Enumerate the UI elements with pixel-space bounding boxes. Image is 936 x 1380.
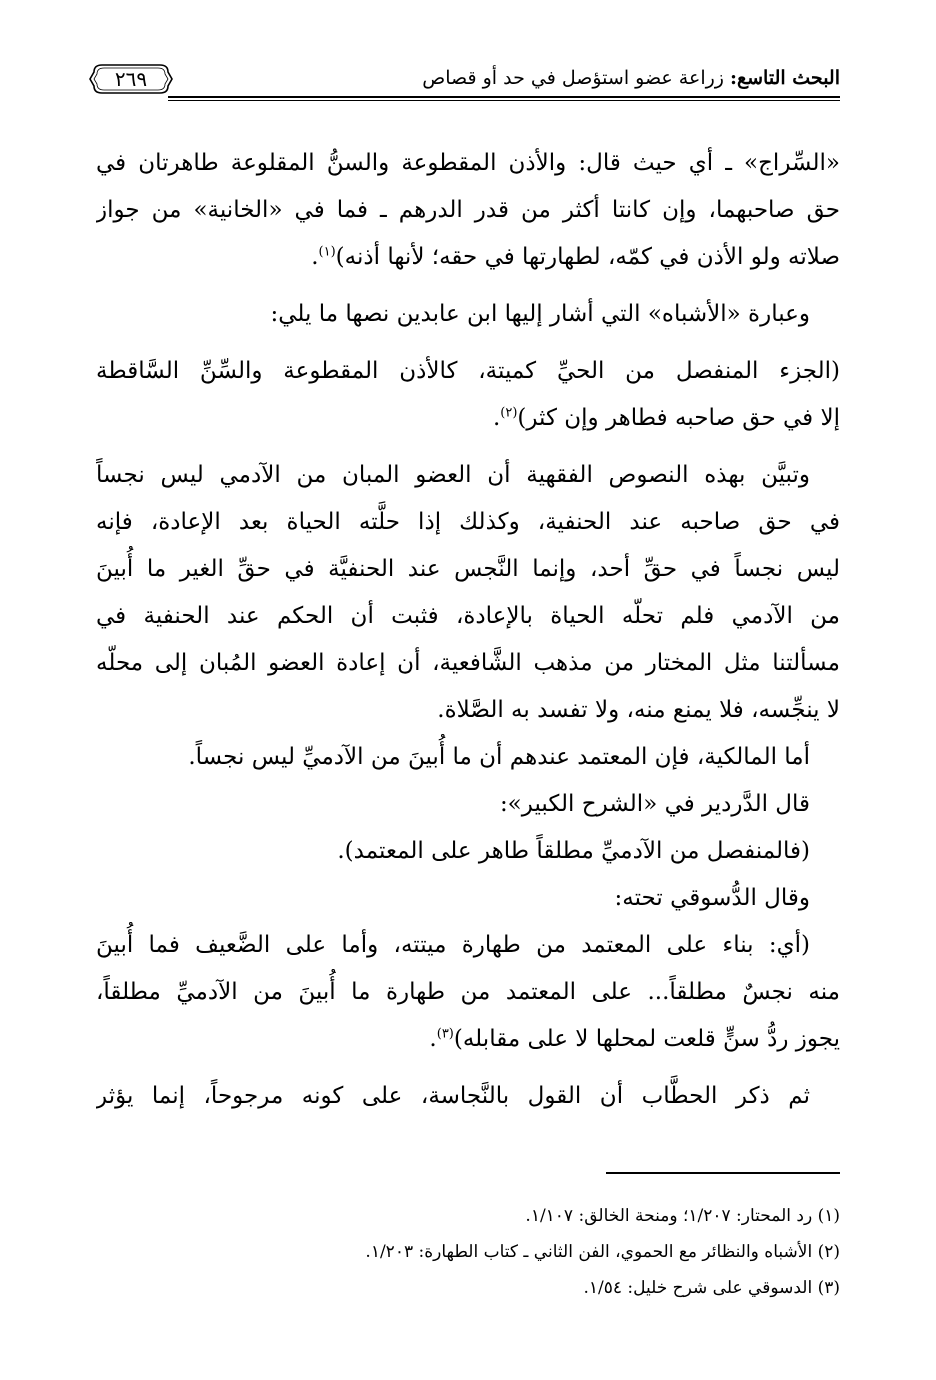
- chapter-label: البحث التاسع:: [730, 67, 840, 89]
- text-line: في حق صاحبه عند الحنفية، وكذلك إذا حلَّته الحياة بعد الإعادة، فإنه: [96, 509, 840, 535]
- footnote-2: (٢) الأشباه والنظائر مع الحموي، الفن الثاني ـ كتاب الطهارة: ١/٢٠٣.: [365, 1242, 840, 1262]
- text-line: قال الدَّردير في «الشرح الكبير»:: [499, 791, 810, 817]
- chapter-title: زراعة عضو استؤصل في حد أو قصاص: [422, 67, 724, 89]
- text-line: من الآدمي فلم تحلّه الحياة بالإعادة، فثبت أن الحكم عند الحنفية في: [96, 603, 840, 629]
- text-line: منه نجسٌ مطلقاً... على المعتمد من طهارة ما أُبينَ من الآدميِّ مطلقاً،: [96, 979, 840, 1005]
- header-rule: [168, 96, 840, 98]
- text-line: وقال الدُّسوقي تحته:: [614, 885, 810, 911]
- quote-ashbah: [96, 348, 840, 442]
- paragraph-5: [96, 734, 840, 781]
- main-text: [96, 140, 840, 1120]
- footnotes: [96, 1198, 840, 1306]
- footnote-ref-1: (١): [318, 244, 336, 260]
- text-line: (الجزء المنفصل من الحيِّ كميتة، كالأذن المقطوعة والسِّنِّ السَّاقطة: [96, 358, 840, 384]
- paragraph-4: [96, 452, 840, 734]
- quote-dardir: [96, 828, 840, 875]
- text-line: لا ينجِّسه، فلا يمنع منه، ولا تفسد به الصَّلاة.: [437, 697, 840, 723]
- footnote-1: (١) رد المحتار: ١/٢٠٧؛ ومنحة الخالق: ١/١٠٧.: [525, 1206, 840, 1226]
- text-span: إلا في حق صاحبه فطاهر وإن كثر): [517, 405, 840, 431]
- text-line: وتبيَّن بهذه النصوص الفقهية أن العضو المبان من الآدمي ليس نجساً: [96, 462, 810, 488]
- text-span: يجوز ردُّ سنٍّ قلعت لمحلها لا على مقابله): [453, 1026, 840, 1052]
- text-line: «السِّراج» ـ أي حيث قال: والأذن المقطوعة والسنُّ المقلوعة طاهرتان في: [96, 150, 840, 176]
- paragraph-6: [96, 781, 840, 828]
- text-line: أما المالكية، فإن المعتمد عندهم أن ما أُبينَ من الآدميِّ ليس نجساً.: [188, 744, 810, 770]
- page-number: ٢٦٩: [114, 67, 148, 91]
- page-header: [88, 58, 840, 104]
- text-line: يجوز ردُّ سنٍّ قلعت لمحلها لا على مقابله)$^{(٣)}$.: [429, 1026, 840, 1052]
- header-rule-thin: [168, 100, 840, 101]
- text-line: مسألتنا مثل المختار من مذهب الشَّافعية، أن إعادة العضو المُبان إلى محلّه: [96, 650, 840, 676]
- text-line: إلا في حق صاحبه فطاهر وإن كثر)$^{(٢)}$.: [492, 405, 840, 431]
- paragraph-2: [96, 291, 840, 338]
- footnote-3: (٣) الدسوقي على شرح خليل: ١/٥٤.: [583, 1278, 840, 1298]
- text-line: حق صاحبهما، وإن كانتا أكثر من قدر الدرهم ـ فما في «الخانية» من جواز: [96, 197, 840, 223]
- running-title: [422, 66, 840, 90]
- text-line: ثم ذكر الحطَّاب أن القول بالنَّجاسة، على كونه مرجوحاً، إنما يؤثر: [96, 1083, 810, 1109]
- text-line: صلاته ولو الأذن في كمّه، لطهارتها في حقه؛ لأنها أذنه)$^{(١)}$.: [311, 244, 840, 270]
- footnote-separator: [606, 1172, 840, 1174]
- text-span: صلاته ولو الأذن في كمّه، لطهارتها في حقه؛ لأنها أذنه): [335, 244, 840, 270]
- text-line: ليس نجساً في حقِّ أحد، وإنما النَّجس عند الحنفيَّة في حقِّ الغير ما أُبينَ: [96, 556, 840, 582]
- page-number-frame: [88, 62, 174, 96]
- quote-dasuqi: [96, 922, 840, 1063]
- paragraph-8: [96, 875, 840, 922]
- paragraph-10: [96, 1073, 840, 1120]
- text-line: وعبارة «الأشباه» التي أشار إليها ابن عابدين نصها ما يلي:: [270, 301, 810, 327]
- paragraph-1: [96, 140, 840, 281]
- footnote-ref-2: (٢): [500, 405, 518, 421]
- text-line: (أي: بناء على المعتمد من طهارة ميتته، وأما على الضَّعيف فما أُبينَ: [96, 932, 810, 958]
- text-line: (فالمنفصل من الآدميِّ مطلقاً طاهر على المعتمد).: [337, 838, 810, 864]
- footnote-ref-3: (٣): [436, 1026, 454, 1042]
